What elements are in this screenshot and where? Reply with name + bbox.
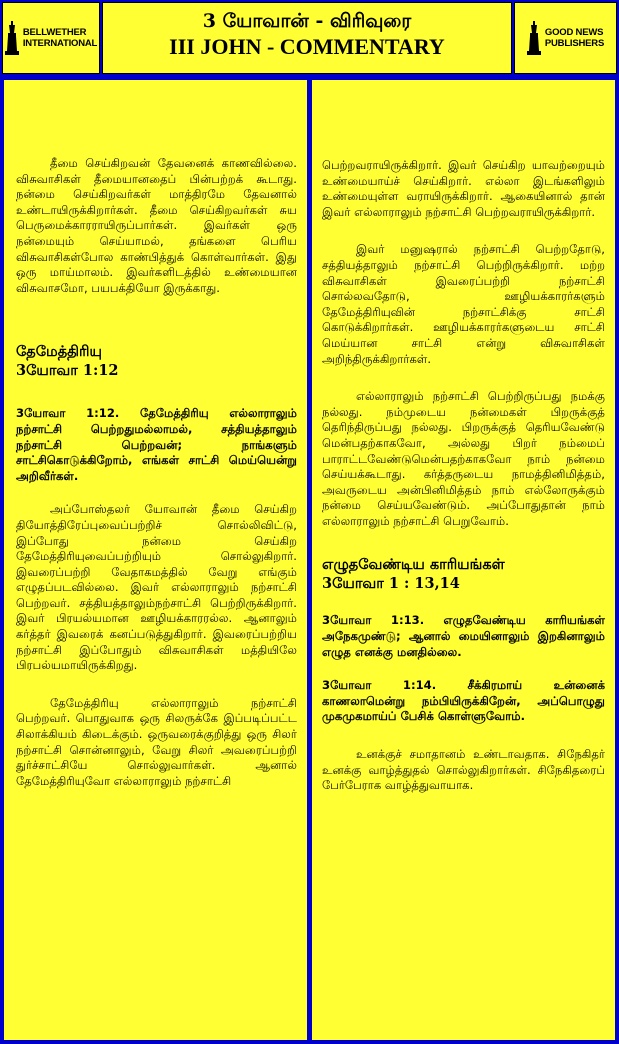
logo-line1: BELLWETHER [22, 27, 87, 38]
paragraph: எல்லாராலும் நற்சாட்சி பெற்றிருப்பது நமக்கு நல்லது. நம்முடைய நன்மைகள் பிறருக்குத் தெரிந்திருப்பது நல்லது. பிறருக்குத் தெரியவேண்டு மென்பதற்காகவோ, அல்லது பிறர் நம்மைப் பாராட்டவேண்டுமென்பதற்காகவோ நாம் நன்மை செய்யக்கூடாது. கர்த்தருடைய நாமத்தினிமித்தம், அவருடைய அன்பினிமித்தம் நாம் எல்லோருக்கும் நன்மை செய்யவேண்டும். அப்போதுதான் நாம் எல்லாராலும் நற்சாட்சி பெறுவோம். [322, 389, 605, 528]
paragraph: பெற்றவராயிருக்கிறார். இவர் செய்கிற யாவற்றையும் உண்மையாய்ச் செய்கிறார். எல்லா இடங்களிலும் உண்மையுள்ள வராயிருக்கிறார். ஆகையினால் தான் இவர் எல்லாராலும் நற்சாட்சி பெற்றவராயிருக்கிறார். [322, 158, 605, 219]
paragraph: உனக்குச் சமாதானம் உண்டாவதாக. சிநேகிதர் உனக்கு வாழ்த்துதல் சொல்லுகிறார்கள். சிநேகிதரைப் பேர்பேராக வாழ்த்துவாயாக. [322, 747, 605, 793]
paragraph: தீமை செய்கிறவன் தேவனைக் காணவில்லை. விசுவாசிகள் தீமையானதைப் பின்பற்றக் கூடாது. நன்மை செய்கிறவர்கள் மாத்திரமே தேவனால் உண்டாயிருக்கிறார்கள். தீமை செய்கிறவர்கள் சுய பெருமைக்காரராயிருப்பார்கள். இவர்கள் ஒரு நன்மையும் செய்யாமல், தங்களை பெரிய விசுவாசிகள்போல காண்பித்துக் கொள்வார்கள். இது ஒரு மாய்மாலம். இவர்களிடத்தில் உண்மையான விசுவாசமோ, பயபக்தியோ இருக்காது. [16, 156, 297, 295]
logo-line2: PUBLISHERS [544, 38, 605, 49]
bellwether-logo [2, 2, 100, 74]
paragraph: தேமேத்திரியு எல்லாராலும் நற்சாட்சி பெற்றவர். பொதுவாக ஒரு சிலருக்கே இப்படிப்பட்ட சிலாக்கியம் கிடைக்கும். ஒருவரைக்குறித்து ஒரு சிலர் நற்சாட்சி சொன்னாலும், வேறு சிலர் அவரைப்பற்றி துர்ச்சாட்சியே சொல்லுவார்கள். ஆனால் தேமேத்திரியுவோ எல்லாராலும் நற்சாட்சி [16, 695, 297, 788]
verse-text: 3யோவா 1:12. தேமேத்திரியு எல்லாராலும் நற்சாட்சி பெற்றதுமல்லாமல், சத்தியத்தாலும் நற்சாட்சி பெற்றவன்; நாங்களும் சாட்சிகொடுக்கிறோம், எங்கள் சாட்சி மெய்யென்று அறிவீர்கள். [16, 406, 297, 483]
section-heading: எழுதவேண்டிய காரியங்கள் [322, 556, 505, 574]
logo-line1: GOOD NEWS [544, 27, 604, 38]
title-english: III JOHN - COMMENTARY [169, 34, 445, 59]
tower-icon [5, 21, 19, 55]
left-column [4, 80, 307, 1040]
section-heading: தேமேத்திரியு [16, 343, 102, 361]
title-tamil: 3 யோவான் - விரிவுரை [202, 10, 412, 32]
paragraph: இவர் மனுஷரால் நற்சாட்சி பெற்றதோடு, சத்தியத்தாலும் நற்சாட்சி பெற்றிருக்கிறார். மற்ற விசுவாசிகள் இவரைப்பற்றி நற்சாட்சி சொல்லவதோடு, ஊழியக்காரர்களும் தேமேத்திரியுவின் நற்சாட்சிக்கு சாட்சி கொடுக்கிறார்கள். ஊழியக்காரர்களுடைய சாட்சி மெய்யான சாட்சி என்று விசுவாசிகள் அறிந்திருக்கிறார்கள். [322, 242, 605, 366]
verse-text: 3யோவா 1:13. எழுதவேண்டிய காரியங்கள் அநேகமுண்டு; ஆனால் மையினாலும் இறகினாலும் எழுத எனக்கு மனதில்லை. [322, 613, 605, 659]
right-column [312, 80, 615, 1040]
section-heading-ref: 3யோவா 1:12 [16, 362, 119, 380]
page-title-box [102, 2, 512, 74]
paragraph: அப்போஸ்தலர் யோவான் தீமை செய்கிற தியோத்திரேப்புவைப்பற்றிச் சொல்லிவிட்டு, இப்போது நன்மை செய்கிற தேமேத்திரியுவைப்பற்றியும் சொல்லுகிறார். இவரைப்பற்றி வேதாகமத்தில் வேறு எங்கும் எழுதப்படவில்லை. இவர் எல்லாராலும் நற்சாட்சி பெற்றவர். சத்தியத்தாலும்நற்சாட்சி பெற்றிருக்கிறார். இவர் பிரயல்யமான ஊழியக்காரரல்ல. ஆனாலும் கர்த்தர் இவரைக் கனப்படுத்துகிறார். இவரைப்பற்றிய நற்சாட்சி இப்போதும் விசுவாசிகள் மத்தியிலே பிரபல்யமாயிருக்கிறது. [16, 502, 297, 673]
tower-icon [527, 21, 541, 55]
verse-text: 3யோவா 1:14. சீக்கிரமாய் உன்னைக் காணலாமென்று நம்பியிருக்கிறேன், அப்பொழுது முகமுகமாய்ப் பேசிக் கொள்ளுவோம். [322, 678, 605, 724]
goodnews-logo [514, 2, 617, 74]
logo-line2: INTERNATIONAL [22, 38, 98, 49]
section-heading-ref: 3யோவா 1 : 13,14 [322, 575, 460, 593]
